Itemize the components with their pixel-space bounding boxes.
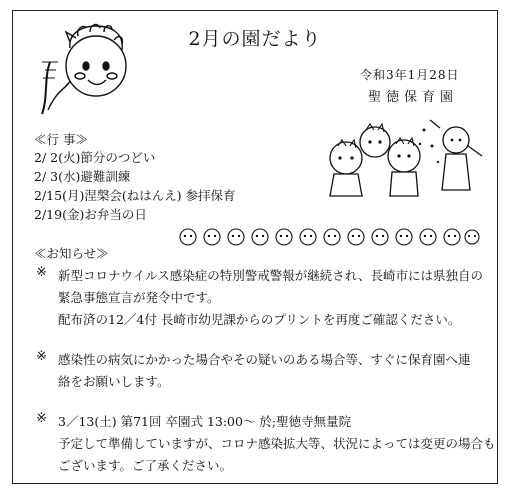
- notice-line: 新型コロナウイルス感染症の特別警戒警報が継続され、長崎市には県独自の: [58, 268, 484, 283]
- oni-face-border-icon: [178, 226, 480, 248]
- notice-bullet: ※: [36, 349, 47, 364]
- notice-line: 予定して準備していますが、コロナ感染拡大等、状況によっては変更の場合も: [58, 436, 496, 451]
- notice-line: 配布済の12／4付 長崎市幼児課からのプリントを再度ご確認ください。: [58, 312, 461, 327]
- newsletter-title: 2月の園だより: [188, 28, 322, 50]
- issue-date: 令和3年1月28日: [360, 68, 460, 82]
- notice-line: 絡をお願いします。: [58, 374, 170, 389]
- school-name: 聖徳保育園: [368, 90, 459, 105]
- notice-line: 緊急事態宣言が発令中です。: [58, 290, 220, 305]
- notice-line: 感染性の病気にかかった場合やその疑いのある場合等、すぐに保育園へ連: [58, 352, 471, 367]
- event-item: 2/ 2(火)節分のつどい: [34, 150, 156, 165]
- notice-bullet: ※: [36, 265, 47, 280]
- event-item: 2/15(月)涅槃会(ねはんえ) 参拝保育: [34, 188, 236, 203]
- event-item: 2/ 3(水)避難訓練: [34, 169, 131, 184]
- notice-line: 3／13(土) 第71回 卒園式 13:00～ 於;聖徳寺無量院: [58, 414, 352, 429]
- events-heading: ≪行 事≫: [34, 132, 88, 147]
- notice-bullet: ※: [36, 411, 47, 426]
- notices-heading: ≪お知らせ≫: [34, 246, 109, 261]
- notice-line: ございます。ご了承ください。: [58, 458, 233, 473]
- event-item: 2/19(金)お弁当の日: [34, 207, 147, 222]
- oni-group-icon: [320, 118, 490, 200]
